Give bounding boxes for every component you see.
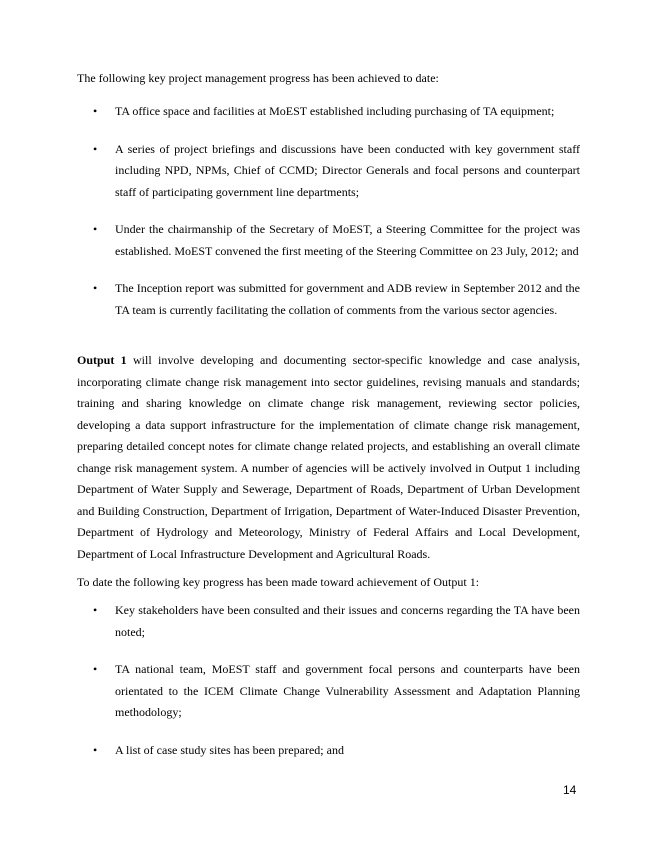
list-item-text: Under the chairmanship of the Secretary of MoEST, a Steering Committee for the project was established. MoEST convened the first meeting of the Steering Committee on 23 July, 2012; and [115,222,580,258]
output1-paragraph [77,350,580,565]
bullet-icon: • [93,742,98,757]
list-item [77,278,580,321]
list-item [77,740,580,762]
list-item-text: The Inception report was submitted for government and ADB review in September 2012 and the TA team is currently facilitating the collation of comments from the various sector agencies. [115,281,580,317]
list-item-text: TA national team, MoEST staff and government focal persons and counterparts have been orientated to the ICEM Climate Change Vulnerability Assessment and Adaptation Planning methodology; [115,662,580,719]
list-item [77,659,580,724]
bullet-icon: • [93,222,98,236]
management-progress-list [77,101,580,321]
list-item-text: Key stakeholders have been consulted and their issues and concerns regarding the TA have been noted; [115,603,580,639]
intro-paragraph: The following key project management progress has been achieved to date: [77,71,439,85]
list-item [77,101,580,123]
list-item [77,139,580,204]
list-item-text: A list of case study sites has been prepared; and [115,742,344,757]
bullet-icon: • [93,603,98,617]
list-item [77,219,580,262]
bullet-icon: • [93,662,98,676]
output1-text: will involve developing and documenting sector-specific knowledge and case analysis, incorporating climate change risk management into sector guidelines, revising manuals and standards; training and sharing knowledge on climate change risk management, reviewing sector policies, developing a data support infrastructure for the implementation of climate change risk management, preparing detailed concept notes for climate change related projects, and establishing an overall climate change risk management system. A number of agencies will be actively involved in Output 1 including Department of Water Supply and Sewerage, Department of Roads, Department of Urban Development and Building Construction, Department of Irrigation, Department of Water-Induced Disaster Prevention, Department of Hydrology and Meteorology, Ministry of Federal Affairs and Local Development, Department of Local Infrastructure Development and Agricultural Roads. [77,353,580,561]
progress-intro-paragraph: To date the following key progress has been made toward achievement of Output 1: [77,575,480,589]
list-item-text: A series of project briefings and discussions have been conducted with key government staff including NPD, NPMs, Chief of CCMD; Director Generals and focal persons and counterpart staff of participating government line departments; [115,141,580,199]
list-item-text: TA office space and facilities at MoEST established including purchasing of TA equipment; [115,104,555,118]
output1-heading: Output 1 [77,353,127,367]
bullet-icon: • [93,281,98,295]
page-number: 14 [563,783,577,797]
list-item [77,600,580,643]
output1-progress-list [77,600,580,761]
bullet-icon: • [93,104,98,118]
bullet-icon: • [93,141,98,156]
